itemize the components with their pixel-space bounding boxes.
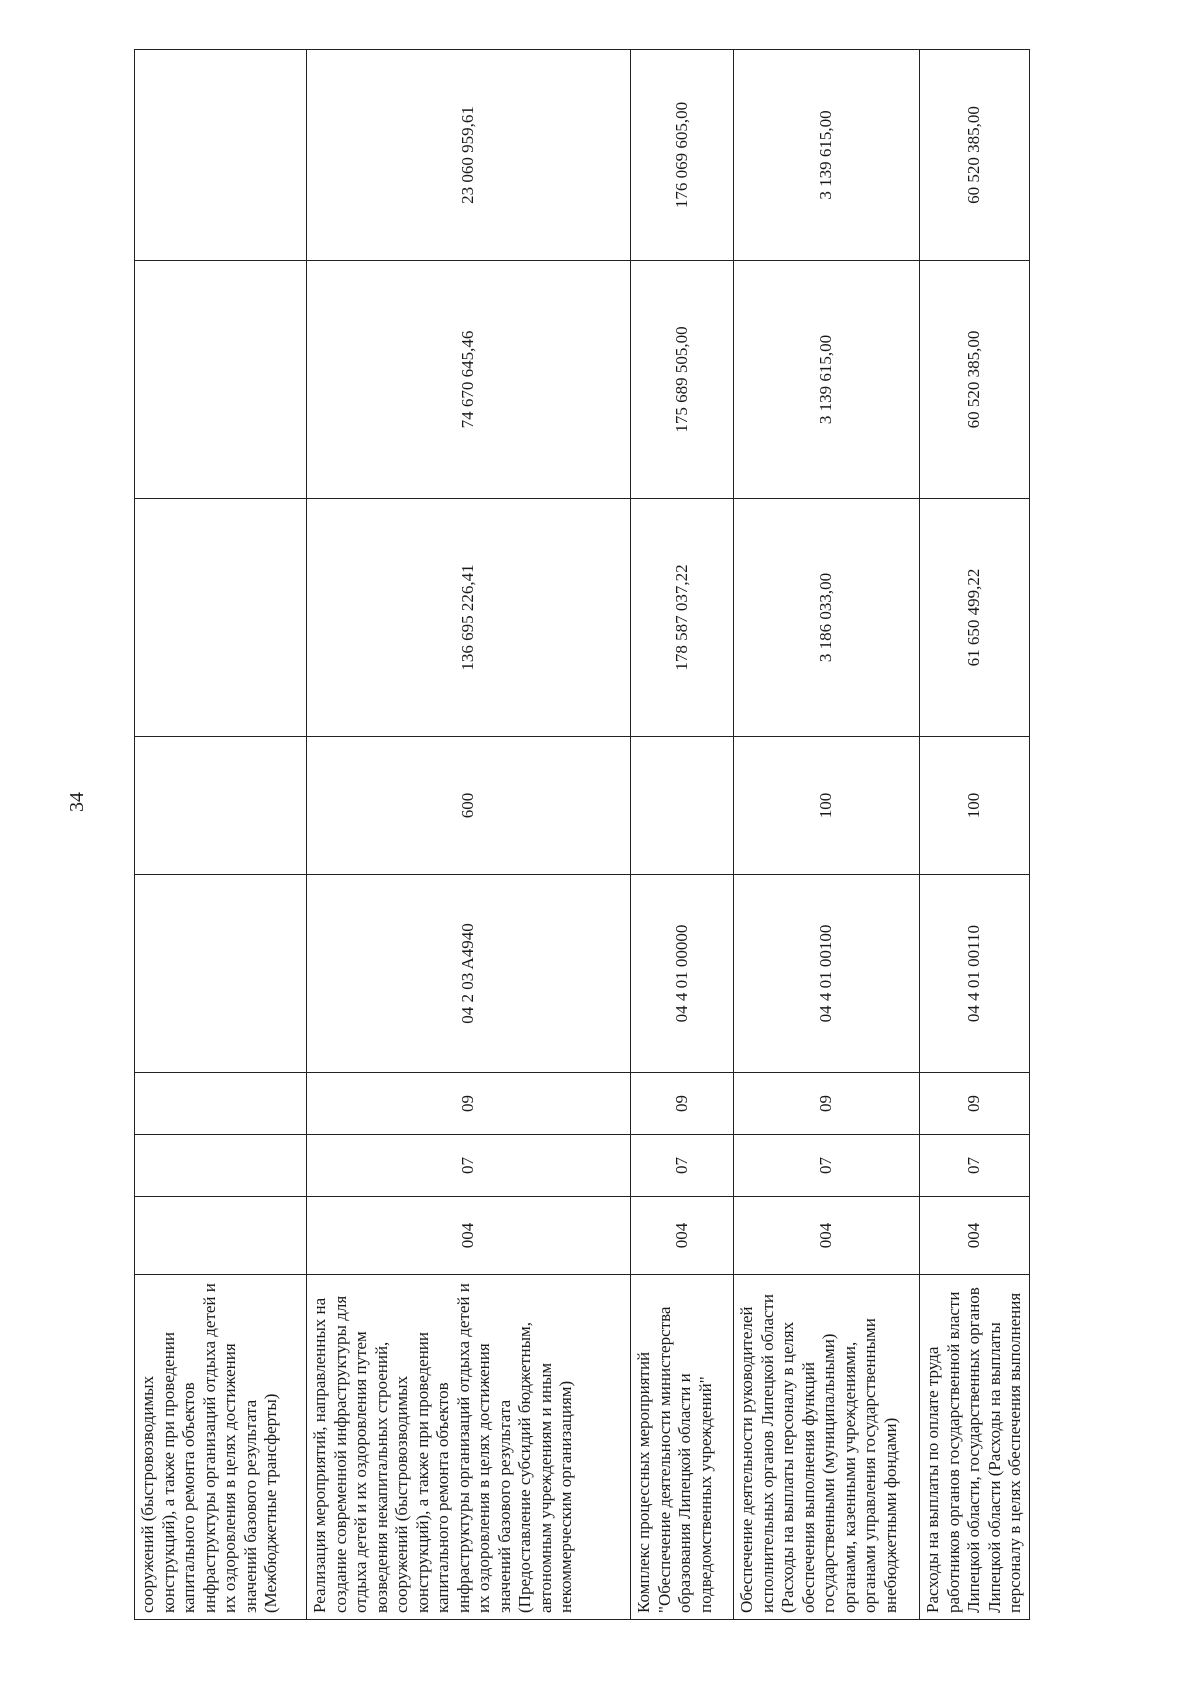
subsection-code bbox=[135, 1073, 307, 1135]
expense-type-code bbox=[631, 737, 734, 875]
target-article-code bbox=[135, 875, 307, 1073]
row-description: сооружений (быстровозводимых конструкций), а также при проведении капитального ремонта объектов инфраструктуры организаций отдыха детей и их оздоровления в целях достижения значений базового результата (Межбюджетные трансферты) bbox=[135, 1275, 307, 1620]
amount-year-3: 60 520 385,00 bbox=[920, 50, 1030, 261]
subsection-code: 09 bbox=[920, 1073, 1030, 1135]
amount-year-2: 74 670 645,46 bbox=[307, 261, 631, 499]
ministry-code: 004 bbox=[307, 1197, 631, 1275]
table-row bbox=[734, 50, 920, 1620]
page-number: 34 bbox=[66, 792, 88, 812]
ministry-code: 004 bbox=[734, 1197, 920, 1275]
amount-year-1: 3 186 033,00 bbox=[734, 499, 920, 737]
table-row bbox=[135, 50, 307, 1620]
subsection-code: 09 bbox=[307, 1073, 631, 1135]
amount-year-2: 60 520 385,00 bbox=[920, 261, 1030, 499]
amount-year-3: 23 060 959,61 bbox=[307, 50, 631, 261]
ministry-code bbox=[135, 1197, 307, 1275]
target-article-code: 04 2 03 A4940 bbox=[307, 875, 631, 1073]
ministry-code: 004 bbox=[631, 1197, 734, 1275]
table-row bbox=[631, 50, 734, 1620]
expense-type-code: 100 bbox=[734, 737, 920, 875]
amount-year-1: 136 695 226,41 bbox=[307, 499, 631, 737]
table-row bbox=[920, 50, 1030, 1620]
section-code: 07 bbox=[307, 1135, 631, 1197]
amount-year-3: 176 069 605,00 bbox=[631, 50, 734, 261]
amount-year-3: 3 139 615,00 bbox=[734, 50, 920, 261]
amount-year-1 bbox=[135, 499, 307, 737]
row-description: Расходы на выплаты по оплате труда работников органов государственной власти Липецкой области, государственных органов Липецкой области (Расходы на выплаты персоналу в целях обеспечения выполнения bbox=[920, 1275, 1030, 1620]
table-row bbox=[307, 50, 631, 1620]
target-article-code: 04 4 01 00100 bbox=[734, 875, 920, 1073]
section-code: 07 bbox=[920, 1135, 1030, 1197]
row-description: Обеспечение деятельности руководителей исполнительных органов Липецкой области (Расходы на выплаты персоналу в целях обеспечения выполнения функций государственными (муниципальными) органами, казенными учреждениями, органами управления государственными внебюджетными фондами) bbox=[734, 1275, 920, 1620]
section-code: 07 bbox=[631, 1135, 734, 1197]
row-description: Комплекс процессных мероприятий "Обеспечение деятельности министерства образования Липецкой области и подведомственных учреждений" bbox=[631, 1275, 734, 1620]
amount-year-1: 61 650 499,22 bbox=[920, 499, 1030, 737]
subsection-code: 09 bbox=[631, 1073, 734, 1135]
amount-year-1: 178 587 037,22 bbox=[631, 499, 734, 737]
expense-type-code: 600 bbox=[307, 737, 631, 875]
ministry-code: 004 bbox=[920, 1197, 1030, 1275]
section-code bbox=[135, 1135, 307, 1197]
subsection-code: 09 bbox=[734, 1073, 920, 1135]
amount-year-2: 175 689 505,00 bbox=[631, 261, 734, 499]
amount-year-2: 3 139 615,00 bbox=[734, 261, 920, 499]
row-description: Реализация мероприятий, направленных на создание современной инфраструктуры для отдыха детей и их оздоровления путем возведения некапитальных строений, сооружений (быстровозводимых конструкций), а также при проведении капитального ремонта объектов инфраструктуры организаций отдыха детей и их оздоровления в целях достижения значений базового результата (Предоставление субсидий бюджетным, автономным учреждениям и иным некоммерческим организациям) bbox=[307, 1275, 631, 1620]
target-article-code: 04 4 01 00000 bbox=[631, 875, 734, 1073]
section-code: 07 bbox=[734, 1135, 920, 1197]
amount-year-2 bbox=[135, 261, 307, 499]
target-article-code: 04 4 01 00110 bbox=[920, 875, 1030, 1073]
amount-year-3 bbox=[135, 50, 307, 261]
budget-table-rotated bbox=[134, 50, 1094, 1620]
expense-type-code bbox=[135, 737, 307, 875]
budget-table bbox=[134, 49, 1030, 1620]
expense-type-code: 100 bbox=[920, 737, 1030, 875]
